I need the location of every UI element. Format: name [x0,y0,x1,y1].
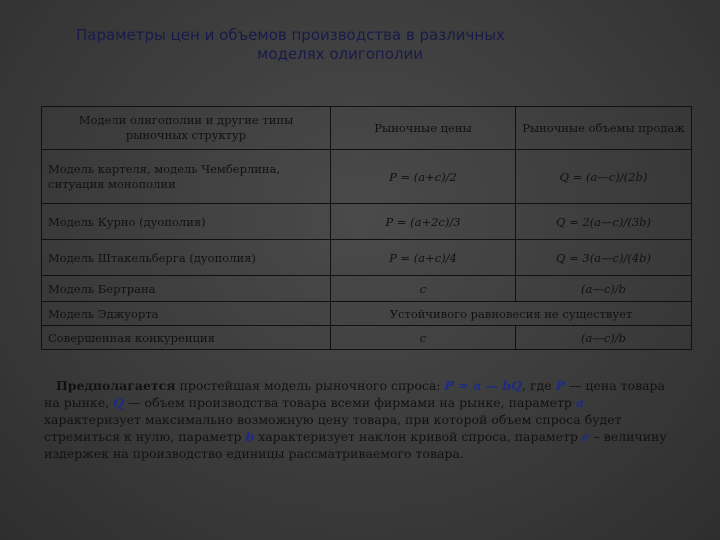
row-volume: (a—c)/b [516,326,692,350]
note-text: , где [522,378,556,393]
title-line-2: моделях олигополии [257,45,423,63]
note-lead-word: Предполагается [56,378,176,393]
note-text: простейшая модель рыночного спроса: [175,378,445,393]
table-row [42,240,692,276]
symbol-p: P [555,378,565,393]
row-price: P = (a+2c)/3 [331,204,516,240]
header-volumes: Рыночные объемы продаж [516,107,692,150]
symbol-q: Q [113,395,125,410]
note-text: характеризует максимально возможную цену товара, при которой объем спроса будет стремиться к нулю, параметр [44,412,622,444]
table-row [42,150,692,204]
header-prices: Рыночные цены [331,107,516,150]
row-model: Модель Курно (дуополия) [42,204,331,240]
demand-equation: P = a — bQ [444,378,522,393]
table-row [42,276,692,302]
slide-title [60,26,620,64]
header-models: Модели олигополии и другие типы рыночных структур [42,107,331,150]
table-header-row [42,107,692,150]
row-volume: (a—c)/b [516,276,692,302]
row-model: Модель картеля, модель Чемберлина, ситуация монополии [42,150,331,204]
row-merged-note: Устойчивого равновесия не существует [331,302,692,326]
row-price: P = (a+c)/2 [331,150,516,204]
table-row [42,204,692,240]
table-row [42,326,692,350]
symbol-c: c [581,429,590,444]
note-text: характеризует наклон кривой спроса, параметр [254,429,582,444]
row-price: c [331,326,516,350]
row-model: Совершенная конкуренция [42,326,331,350]
oligopoly-table [41,106,692,350]
symbol-b: b [245,429,255,444]
note-text: — объем производства товара всеми фирмами на рынке, параметр [124,395,576,410]
row-price: c [331,276,516,302]
symbol-a: a [575,395,584,410]
row-model: Модель Штакельберга (дуополия) [42,240,331,276]
row-model: Модель Бертрана [42,276,331,302]
row-price: P = (a+c)/4 [331,240,516,276]
row-volume: Q = 2(a—c)/(3b) [516,204,692,240]
note-text: — цена товара на рынке, [44,378,666,410]
table-row [42,302,692,326]
row-volume: Q = 3(a—c)/(4b) [516,240,692,276]
row-model: Модель Эджуорта [42,302,331,326]
note-text: – величину издержек на производство единицы рассматриваемого товара. [44,429,667,461]
demand-model-note [44,377,684,462]
row-volume: Q = (a—c)/(2b) [516,150,692,204]
title-line-1: Параметры цен и объемов производства в различных [76,26,505,44]
